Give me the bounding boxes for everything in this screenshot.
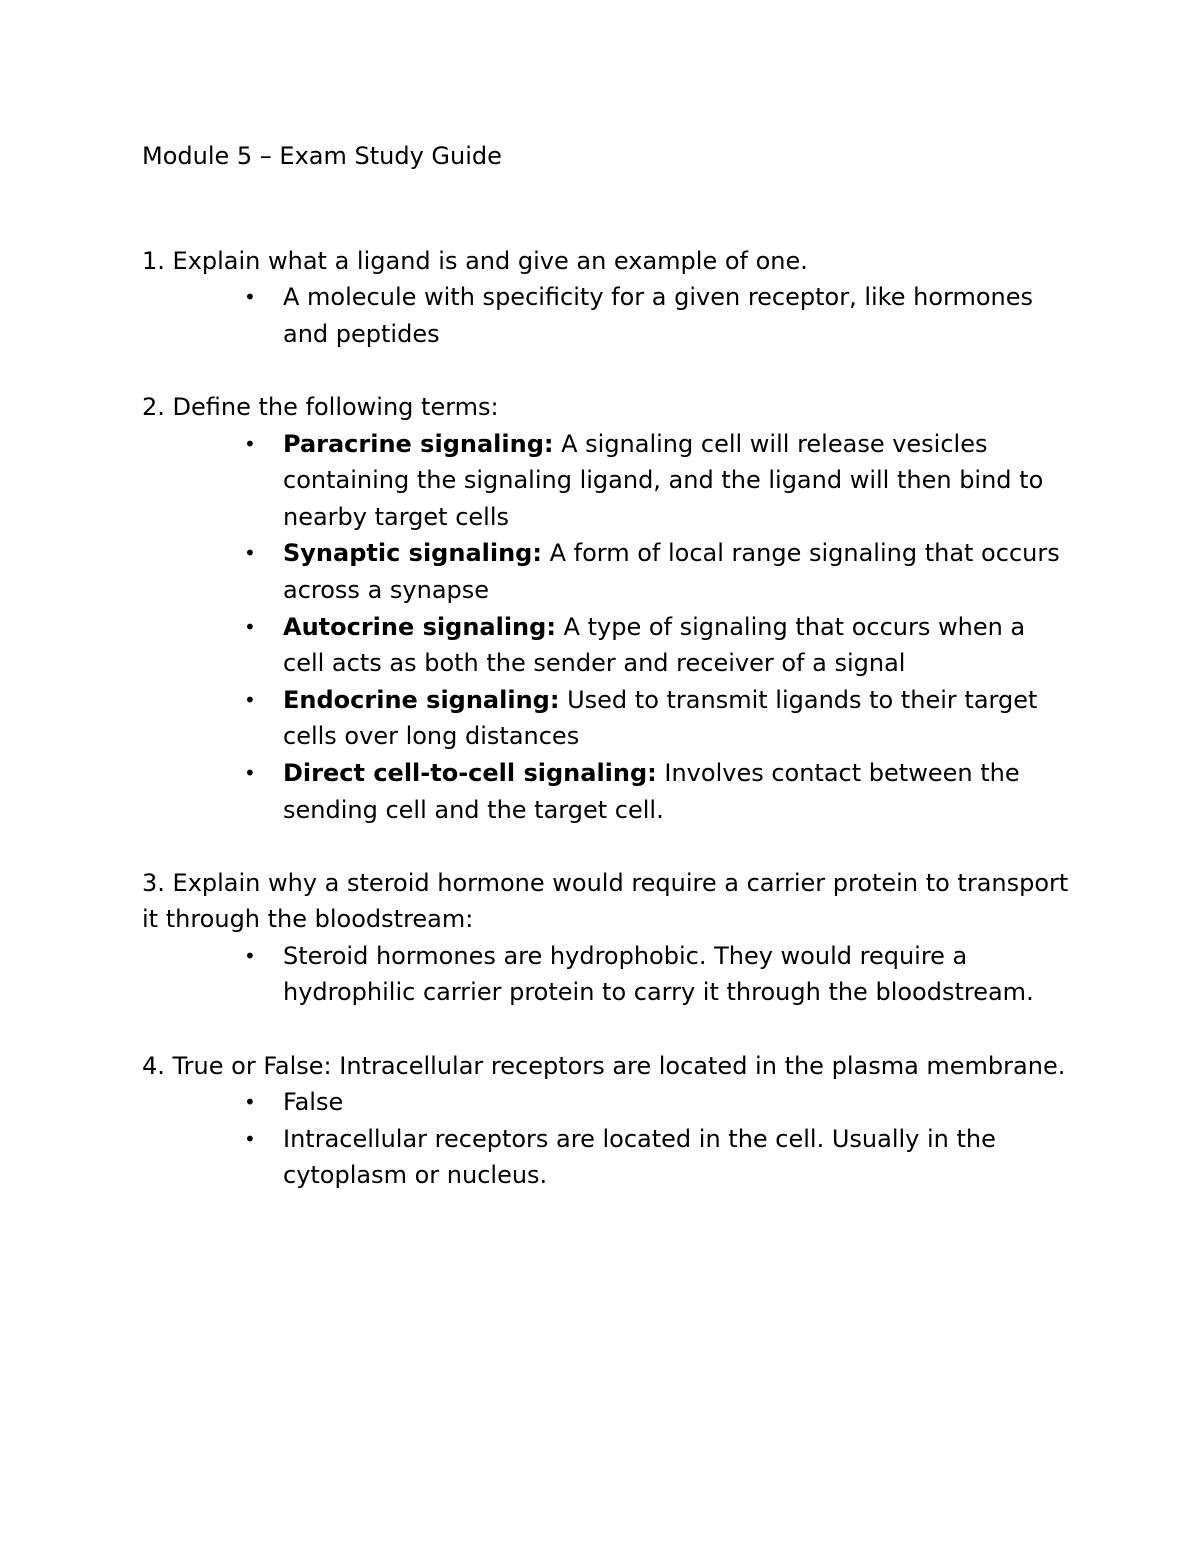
answer-term: Synaptic signaling:: [283, 539, 542, 568]
answer-text: Involves contact between the sending cell and the target cell.: [283, 758, 1020, 824]
bullet-icon: •: [244, 760, 256, 785]
question-block: [142, 389, 1072, 828]
answer-text: A type of signaling that occurs when a cell acts as both the sender and receiver of a signal: [283, 612, 1026, 678]
question-block: [142, 865, 1072, 1011]
bullet-icon: •: [244, 687, 256, 712]
answer-term: Endocrine signaling:: [283, 685, 560, 714]
answer-item: [244, 755, 1072, 828]
document-page: [142, 138, 1072, 1194]
answer-item: [244, 682, 1072, 755]
answer-list: [142, 938, 1072, 1011]
answer-text: Steroid hormones are hydrophobic. They would require a hydrophilic carrier protein to carry it through the bloodstream.: [283, 941, 1034, 1007]
answer-text: A form of local range signaling that occurs across a synapse: [283, 539, 1060, 604]
question-prompt: 3. Explain why a steroid hormone would require a carrier protein to transport it through the bloodstream:: [142, 868, 1069, 934]
question-block: [142, 243, 1072, 353]
answer-text: False: [283, 1088, 344, 1117]
question-block: [142, 1048, 1072, 1194]
bullet-icon: •: [244, 285, 256, 310]
answer-term: Direct cell-to-cell signaling:: [283, 758, 657, 787]
answer-text: Intracellular receptors are located in the cell. Usually in the cytoplasm or nucleus.: [283, 1124, 996, 1190]
answer-item: [244, 426, 1072, 536]
answer-item: [244, 938, 1072, 1011]
answer-list: [142, 279, 1072, 352]
answer-list: [142, 1084, 1072, 1194]
bullet-icon: •: [244, 1126, 256, 1151]
answer-item: [244, 609, 1072, 682]
answer-item: [244, 535, 1072, 608]
answer-item: [244, 1121, 1072, 1194]
answer-item: [244, 1084, 1072, 1121]
bullet-icon: •: [244, 1090, 256, 1115]
bullet-icon: •: [244, 541, 256, 566]
bullet-icon: •: [244, 431, 256, 456]
answer-term: Autocrine signaling:: [283, 612, 556, 641]
bullet-icon: •: [244, 614, 256, 639]
answer-text: Used to transmit ligands to their target cells over long distances: [283, 685, 1038, 751]
bullet-icon: •: [244, 943, 256, 968]
answer-text: A signaling cell will release vesicles containing the signaling ligand, and the ligand will then bind to nearby target cells: [283, 429, 1044, 531]
answer-item: [244, 279, 1072, 352]
answer-text: A molecule with specificity for a given receptor, like hormones and peptides: [283, 283, 1033, 348]
question-prompt: 4. True or False: Intracellular receptors are located in the plasma membrane.: [142, 1051, 1066, 1080]
document-title: Module 5 – Exam Study Guide: [142, 142, 502, 170]
question-prompt: 1. Explain what a ligand is and give an example of one.: [142, 246, 808, 275]
answer-list: [142, 426, 1072, 829]
question-prompt: 2. Define the following terms:: [142, 392, 499, 421]
answer-term: Paracrine signaling:: [283, 429, 554, 458]
